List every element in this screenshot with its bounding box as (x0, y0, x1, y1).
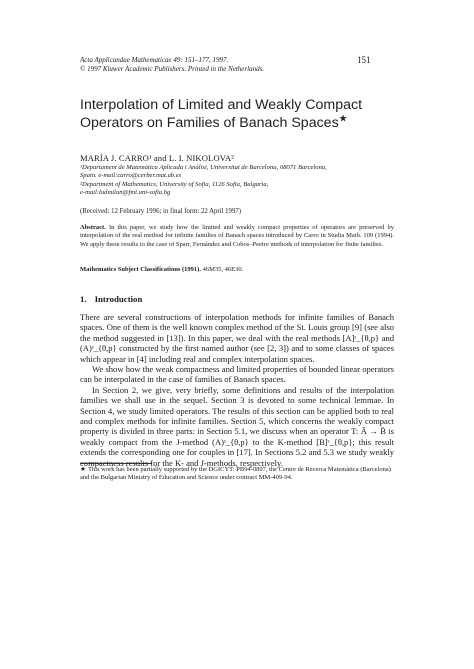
affiliation-line: ¹Departament de Matemàtica Aplicada i Anàlisi, Universitat de Barcelona, 08071 Barcelona, (80, 164, 327, 171)
subject-classification (80, 266, 243, 273)
affiliation-line: ²Department of Mathematics, University of Sofia, 1126 Sofia, Bulgaria, (80, 180, 269, 188)
msc-codes: 46M35, 46E30. (202, 266, 244, 273)
affiliation-line: e-mail:ludmilan@fmi.uni-sofia.bg (80, 188, 171, 196)
abstract-text: In this paper, we study how the limited and weakly compact properties of operators are preserved by interpolation of the real method for infinite families of Banach spaces introduced by Carro in Studia Math. 109 (1994). We apply these results to the case of Sparr, Fernández and Cobos–Peetre methods of interpolation for finite families. (80, 224, 395, 248)
title-line-2 (80, 114, 400, 132)
msc-label: Mathematics Subject Classifications (1991). (80, 266, 201, 273)
section-number: 1. (80, 294, 87, 304)
affiliations (80, 164, 410, 197)
paragraph-2: We show how the weak compactness and limited properties of bounded linear operators can be interpolated in the case of families of Banach spaces. (80, 364, 394, 385)
section-heading (80, 294, 150, 304)
title-line-2-text: Operators on Families of Banach Spaces (80, 115, 339, 131)
affiliation-line: Spain. e-mail:carro@cerber.mat.ub.es (80, 172, 182, 180)
journal-citation (80, 56, 380, 74)
paragraph-3: In Section 2, we give, very briefly, some definitions and results of the interpolation families we shall use in the sequel. Section 3 is devoted to some technical lemmae. In Section 4, we study limited operators. The results of this section can be applied both to real and complex methods for infinite families. Section 5, which concerns the weakly compact property is divided in three parts: in Section 5.1, we discuss when an operator T: Ā → B̄ is weakly compact from the J-method (A)ˢ_{θ,p} to the K-method [B]ˢ_{θ,p}; this result extends the corresponding one for couples in [17]. In Sections 5.2 and 5.3 we study weakly compactness results for the K- and J-methods, respectively. (80, 384, 394, 468)
paragraph-1: There are several constructions of interpolation methods for infinite families of Banach spaces. One of them is the well known complex method of the St. Louis group [9] (see also the method suggested in [13]). In this paper, we deal with the real methods [A]ˢ_{θ,p} and (A)ˢ_{θ,p} constructed by the first named author (see [2, 3]) and to some classes of spaces which appear in [4] including real and complex interpolation spaces. (80, 312, 394, 364)
page-number: 151 (357, 55, 371, 65)
footnote-text: This work has been partially supported by the DGICYT: PB94-0897, the Centre de Recerca Matemàtica (Barcelona) and the Bulgarian Ministry of Education and Science under contract MM-409-94. (80, 466, 391, 482)
paper-title (80, 96, 400, 132)
abstract (80, 224, 394, 249)
footnote-rule (80, 463, 152, 464)
section-title: Introduction (94, 294, 143, 304)
author-list: MARÍA J. CARRO¹ and L. I. NIKOLOVA² (80, 153, 234, 163)
footnote (80, 466, 394, 483)
body-text (80, 312, 394, 468)
title-footnote-mark: ★ (338, 113, 348, 125)
journal-line-1: Acta Applicandae Mathematicae 49: 151–177, 1997. (80, 56, 229, 64)
received-dates: (Received: 12 February 1996; in final form: 22 April 1997) (80, 208, 242, 215)
abstract-label: Abstract. (80, 224, 106, 231)
footnote-mark: ★ (80, 466, 86, 473)
journal-line-2: © 1997 Kluwer Academic Publishers. Printed in the Netherlands. (80, 65, 265, 73)
title-line-1: Interpolation of Limited and Weakly Compact (80, 97, 363, 113)
